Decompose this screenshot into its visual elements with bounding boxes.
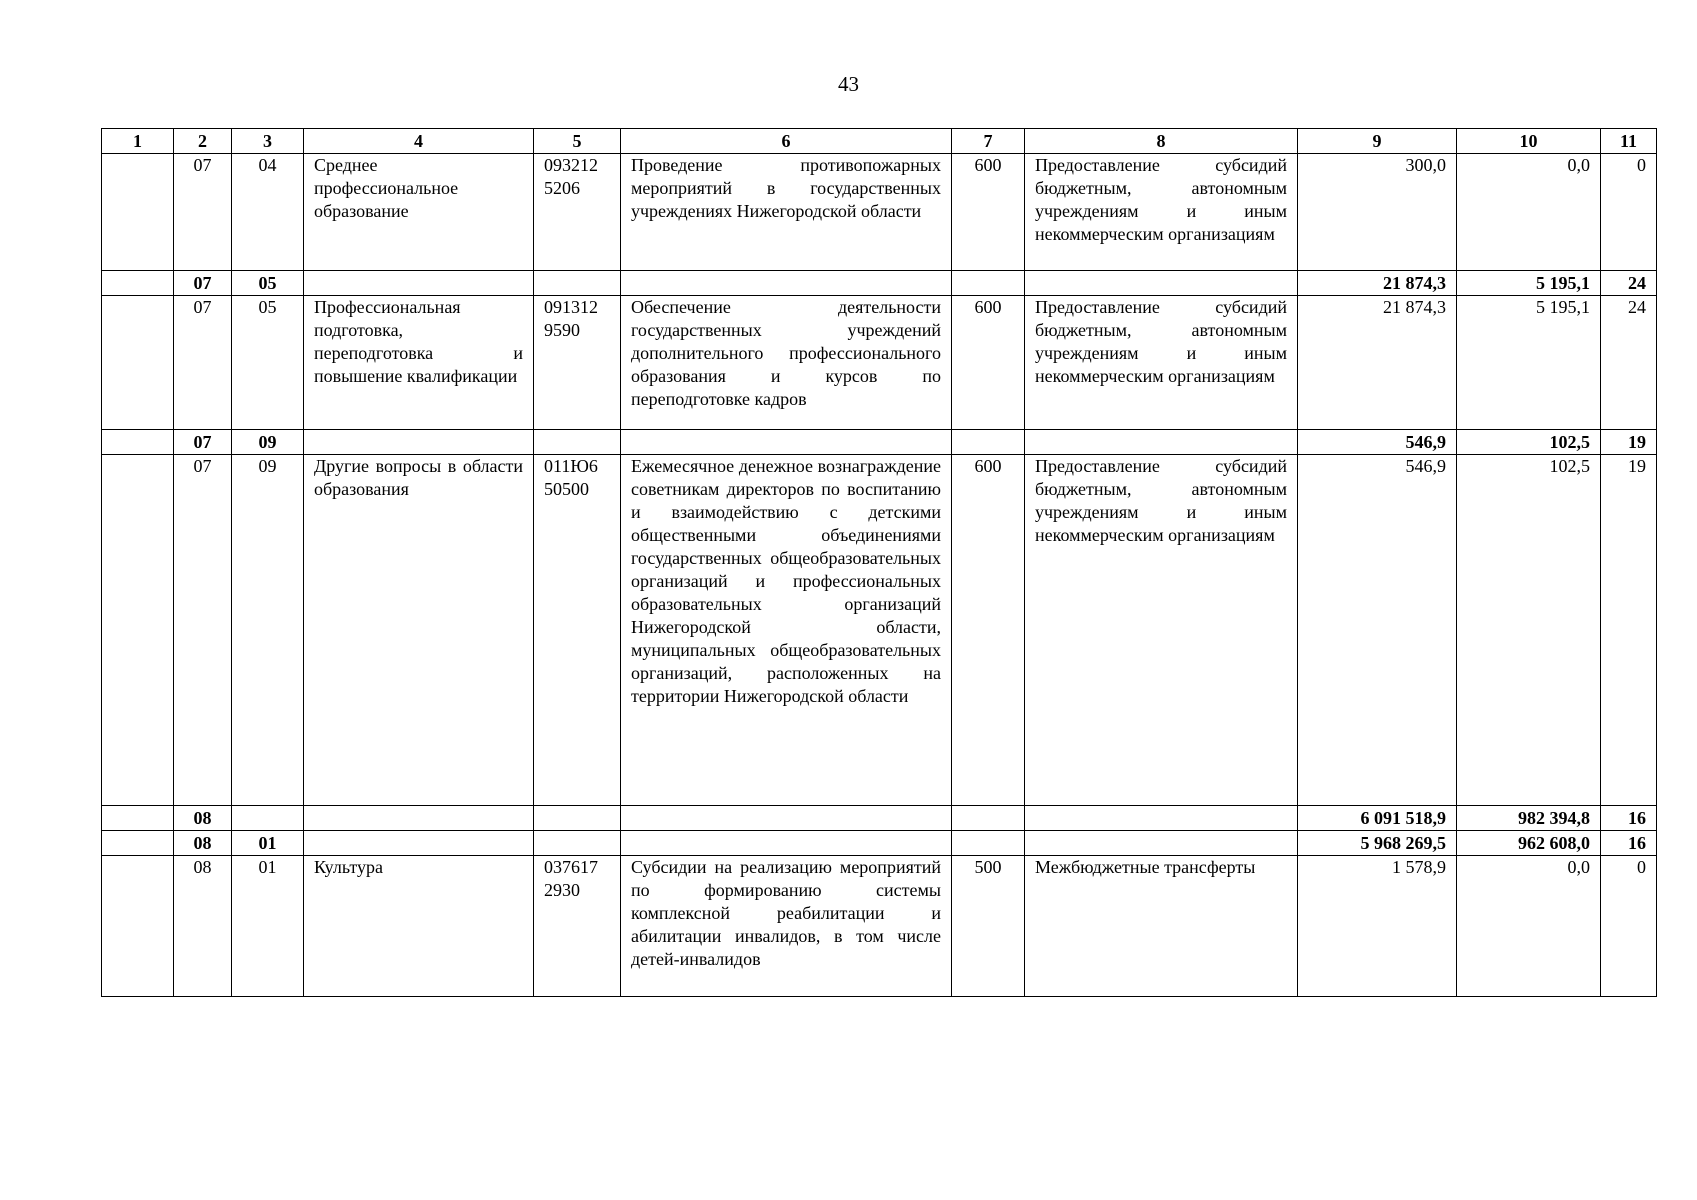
column-header: 4 [304, 129, 534, 154]
cell-c1 [102, 271, 174, 296]
cell-subsection-name: Профессиональная подготовка, переподготовка и повышение квалификации [304, 296, 534, 430]
cell-percent: 19 [1601, 455, 1657, 806]
cell-event-name [621, 806, 952, 831]
budget-table [101, 128, 1657, 997]
column-header: 11 [1601, 129, 1657, 154]
cell-expense-type-name: Предоставление субсидий бюджетным, автономным учреждениям и иным некоммерческим организациям [1025, 455, 1298, 806]
cell-target-article: 011Ю6 50500 [534, 455, 621, 806]
cell-section: 07 [174, 455, 232, 806]
cell-expense-type-name: Межбюджетные трансферты [1025, 856, 1298, 997]
cell-expense-type: 500 [952, 856, 1025, 997]
cell-section: 08 [174, 806, 232, 831]
cell-percent: 24 [1601, 271, 1657, 296]
cell-section: 08 [174, 831, 232, 856]
cell-subsection: 04 [232, 154, 304, 271]
cell-subsection-name [304, 806, 534, 831]
cell-target-article [534, 430, 621, 455]
cell-target-article [534, 806, 621, 831]
cell-event-name [621, 271, 952, 296]
cell-expense-type: 600 [952, 296, 1025, 430]
table-row [102, 856, 1657, 997]
cell-amount-plan: 300,0 [1298, 154, 1457, 271]
cell-expense-type-name [1025, 806, 1298, 831]
cell-amount-actual: 5 195,1 [1457, 296, 1601, 430]
cell-expense-type-name: Предоставление субсидий бюджетным, автономным учреждениям и иным некоммерческим организациям [1025, 154, 1298, 271]
cell-amount-actual: 0,0 [1457, 856, 1601, 997]
cell-event-name: Обеспечение деятельности государственных учреждений дополнительного профессионального образования и курсов по переподготовке кадров [621, 296, 952, 430]
cell-event-name: Ежемесячное денежное вознаграждение советникам директоров по воспитанию и взаимодействию с детскими общественными объединениями государственных общеобразовательных организаций и профессиональных образовательных организаций Нижегородской области, муниципальных общеобразовательных организаций, расположенных на территории Нижегородской области [621, 455, 952, 806]
cell-percent: 16 [1601, 806, 1657, 831]
cell-section: 08 [174, 856, 232, 997]
table-row [102, 455, 1657, 806]
cell-subsection: 01 [232, 831, 304, 856]
cell-percent: 19 [1601, 430, 1657, 455]
cell-amount-actual: 0,0 [1457, 154, 1601, 271]
cell-amount-plan: 1 578,9 [1298, 856, 1457, 997]
cell-amount-actual: 5 195,1 [1457, 271, 1601, 296]
cell-subsection: 09 [232, 430, 304, 455]
column-header: 3 [232, 129, 304, 154]
cell-amount-plan: 21 874,3 [1298, 271, 1457, 296]
cell-target-article [534, 831, 621, 856]
table-row-subtotal [102, 806, 1657, 831]
column-header: 9 [1298, 129, 1457, 154]
cell-percent: 16 [1601, 831, 1657, 856]
cell-amount-plan: 5 968 269,5 [1298, 831, 1457, 856]
cell-percent: 0 [1601, 154, 1657, 271]
cell-amount-actual: 982 394,8 [1457, 806, 1601, 831]
cell-subsection-name: Среднее профессиональное образование [304, 154, 534, 271]
cell-c1 [102, 430, 174, 455]
cell-amount-plan: 21 874,3 [1298, 296, 1457, 430]
column-header: 2 [174, 129, 232, 154]
table-row [102, 154, 1657, 271]
column-header: 5 [534, 129, 621, 154]
cell-amount-actual: 102,5 [1457, 430, 1601, 455]
cell-expense-type [952, 271, 1025, 296]
cell-section: 07 [174, 271, 232, 296]
cell-expense-type: 600 [952, 455, 1025, 806]
page-number: 43 [838, 72, 859, 96]
cell-amount-actual: 962 608,0 [1457, 831, 1601, 856]
cell-subsection: 05 [232, 296, 304, 430]
cell-event-name [621, 831, 952, 856]
cell-expense-type-name [1025, 831, 1298, 856]
column-header: 1 [102, 129, 174, 154]
cell-section: 07 [174, 430, 232, 455]
cell-subsection: 09 [232, 455, 304, 806]
table-row-subtotal [102, 430, 1657, 455]
table-row [102, 296, 1657, 430]
cell-target-article: 091312 9590 [534, 296, 621, 430]
cell-expense-type [952, 806, 1025, 831]
cell-section: 07 [174, 296, 232, 430]
cell-subsection-name [304, 831, 534, 856]
cell-subsection: 05 [232, 271, 304, 296]
cell-subsection [232, 806, 304, 831]
cell-expense-type-name [1025, 430, 1298, 455]
cell-percent: 24 [1601, 296, 1657, 430]
cell-subsection-name: Культура [304, 856, 534, 997]
cell-amount-plan: 546,9 [1298, 430, 1457, 455]
cell-expense-type [952, 430, 1025, 455]
cell-subsection-name: Другие вопросы в области образования [304, 455, 534, 806]
cell-target-article [534, 271, 621, 296]
table-row-subtotal [102, 831, 1657, 856]
cell-c1 [102, 831, 174, 856]
column-header: 7 [952, 129, 1025, 154]
column-header: 10 [1457, 129, 1601, 154]
cell-expense-type-name [1025, 271, 1298, 296]
cell-subsection: 01 [232, 856, 304, 997]
cell-event-name [621, 430, 952, 455]
cell-expense-type-name: Предоставление субсидий бюджетным, автономным учреждениям и иным некоммерческим организациям [1025, 296, 1298, 430]
cell-amount-plan: 546,9 [1298, 455, 1457, 806]
cell-c1 [102, 296, 174, 430]
table-row-subtotal [102, 271, 1657, 296]
column-header: 8 [1025, 129, 1298, 154]
cell-target-article: 093212 5206 [534, 154, 621, 271]
cell-target-article: 037617 2930 [534, 856, 621, 997]
cell-expense-type [952, 831, 1025, 856]
cell-c1 [102, 856, 174, 997]
cell-c1 [102, 455, 174, 806]
cell-amount-actual: 102,5 [1457, 455, 1601, 806]
cell-section: 07 [174, 154, 232, 271]
cell-percent: 0 [1601, 856, 1657, 997]
cell-c1 [102, 806, 174, 831]
cell-subsection-name [304, 430, 534, 455]
cell-amount-plan: 6 091 518,9 [1298, 806, 1457, 831]
cell-event-name: Проведение противопожарных мероприятий в государственных учреждениях Нижегородской области [621, 154, 952, 271]
cell-event-name: Субсидии на реализацию мероприятий по формированию системы комплексной реабилитации и абилитации инвалидов, в том числе детей-инвалидов [621, 856, 952, 997]
table-header-row [102, 129, 1657, 154]
column-header: 6 [621, 129, 952, 154]
cell-expense-type: 600 [952, 154, 1025, 271]
cell-c1 [102, 154, 174, 271]
cell-subsection-name [304, 271, 534, 296]
